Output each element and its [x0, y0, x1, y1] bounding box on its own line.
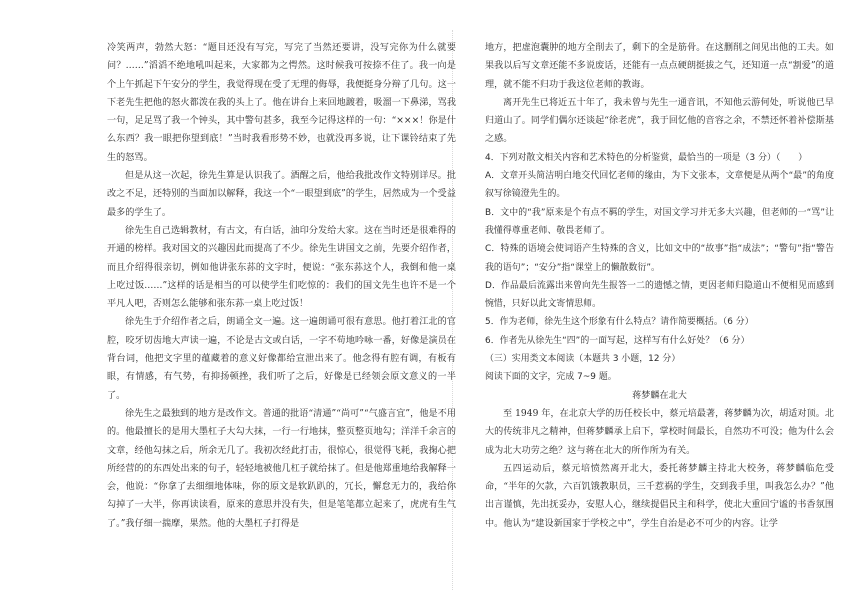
question-4-stem: 4．下列对散文相关内容和艺术特色的分析鉴赏，最恰当的一项是（3 分）（ ） — [485, 152, 808, 163]
body-paragraph: 但是从这一次起，徐先生算是认识我了。酒醒之后，他给我批改作文特别详尽。批改之不足，还特别的当面加以解释，我这一个“一眼望到底”的学生，居然成为一个受益最多的学生了。 — [107, 171, 456, 218]
body-paragraph: 地方，把虚泡囊肿的地方全削去了，剩下的全是筋骨。在这删削之间见出他的工夫。如果我以后写文章还能不多说废话，还能有一点点硬朗挺拔之气，还知道一点“割爱”的道理，就不能不归功于我这位老师的教诲。 — [485, 43, 834, 90]
section-3-instruction: 阅读下面的文字，完成 7~9 题。 — [485, 372, 617, 383]
question-6: 6．作者先从徐先生“四”的一面写起，这样写有什么好处？（6 分） — [485, 335, 750, 346]
question-4-option-c: C．特殊的语境会使词语产生特殊的含义，比如文中的“故事”指“成法”；“警句”指“警告我的语句”；“安分”指“课堂上的懒散数衍”。 — [485, 244, 834, 273]
body-paragraph: 徐先生于介绍作者之后，朗诵全文一遍。这一遍朗诵可很有意思。他打着江北的官腔，咬牙切齿地大声读一遍，不论是古文或白话，一字不苟地吟咏一番，好像是演员在背台词，他把文字里的蕴藏着的意义好像都给宣泄出来了。他念得有腔有调，有板有眼，有情感，有气势，有抑扬顿挫，我们听了之后，好像是已经领会原文意义的一半了。 — [107, 317, 456, 401]
question-4-option-b: B．文中的“我”原来是个有点不羁的学生，对国文学习并无多大兴趣，但老师的一“骂”让我懂得尊重老师、敬畏老师了。 — [485, 207, 834, 236]
article-paragraph: 五四运动后，蔡元培愤然离开北大，委托蒋梦麟主持北大校务，蒋梦麟临危受命，“半年的欠款，六百饥饿教职员，三千惹祸的学生，交到我手里，叫我怎么办？”他出言谨慎，先出抚妥办，安慰人心，继续提倡民主和科学，使北大重回宁谧的书香氛围中。他认为“建设新国家于学校之中”，学生自治是必不可少的内容。让学 — [485, 463, 834, 529]
question-5: 5．作为老师，徐先生这个形象有什么特点？请作简要概括。（6 分） — [485, 317, 754, 328]
body-paragraph: 徐先生之最独到的地方是改作文。普通的批语“清通”“尚可”“气盛言宜”，他是不用的。他最擅长的是用大墨杠子大勾大抹，一行一行地抹，整页整页地勾；洋洋千余言的文章，经他勾抹之后，所余无几了。我初次经此打击，很惊心，很觉得飞耗，我掬心把所经营的的东西处出来的句子，轻轻地被他几杠子就给抹了。但是他郑重地给我解释一会，他说：“你拿了去细细地体味，你的原文是软趴趴的，冗长，懈怠无力的，我给你勾掉了一大半，你再读读看，原来的意思并没有失，但是笔笔都立起来了，虎虎有生气了。”我仔细一揣摩，果然。他的大墨杠子打得是 — [107, 408, 456, 529]
question-4-option-a: A．文章开头简洁明白地交代回忆老师的缘由，为下文张本，文章便是从两个“最”的角度叙写徐镜澄先生的。 — [485, 171, 834, 200]
article-paragraph: 至 1949 年，在北京大学的历任校长中，蔡元培最著，蒋梦麟为次，胡适对顶。北大的传统非凡之精神，但蒋梦麟承上启下，掌校时间最长，自然功不可没；他为什么会成为北大功劳之绝？这与蒋在北大的所作所为有关。 — [485, 408, 834, 456]
article-title: 蒋梦麟在北大 — [632, 390, 687, 401]
body-paragraph: 离开先生已将近五十年了，我未曾与先生一通音讯，不知他云游何处，听说他已早归道山了。同学们偶尔还谈起“徐老虎”，我于回忆他的音容之余，不禁还怀着补偿斯基之感。 — [485, 97, 834, 145]
body-paragraph: 冷笑两声，勃然大怒：“题目还没有写完，写完了当然还要讲，没写完你为什么就要问？……”滔滔不绝地吼叫起来，大家都为之愕然。这时候我可按捺不住了。我一向是个上午抓起下午安分的学生，我觉得现在受了无理的侮辱，我便挺身分辩了几句。这一下老先生把他的怒火都泼在我的头上了。他在讲台上来回地踱着，吸溜一下鼻涕，骂我一句，足足骂了我一个钟头，其中警句甚多，我至今记得这样的一句：“×××！你是什么东西？我一眼把你望到底！”当时我看形势不妙，也就没再多说，让下课铃结束了先生的怒骂。 — [107, 43, 456, 163]
right-column — [485, 39, 834, 533]
section-3-title: （三）实用类文本阅读（本题共 3 小题，12 分） — [485, 354, 681, 365]
body-paragraph: 徐先生自己选辑教材，有古文，有白话，油印分发给大家。这在当时还是很难得的开通的榜样。我对国文的兴趣因此而提高了不少。徐先生讲国文之前，先要介绍作者，而且介绍得很亲切，例如他讲张东荪的文字时，便说：“张东荪这个人，我倒和他一桌上吃过饭……”这样的话是相当的可以使学生们吃惊的：我们的国文先生也许不是一个平凡人吧，否则怎么能够和张东荪一桌上吃过饭！ — [107, 225, 456, 310]
left-column — [107, 39, 456, 533]
question-4-option-d: D．作品最后流露出来曾向先生报答一二的遗憾之情，更因老师归隐道山不便相见而感到惋惜，只好以此文寄情思师。 — [485, 280, 834, 310]
